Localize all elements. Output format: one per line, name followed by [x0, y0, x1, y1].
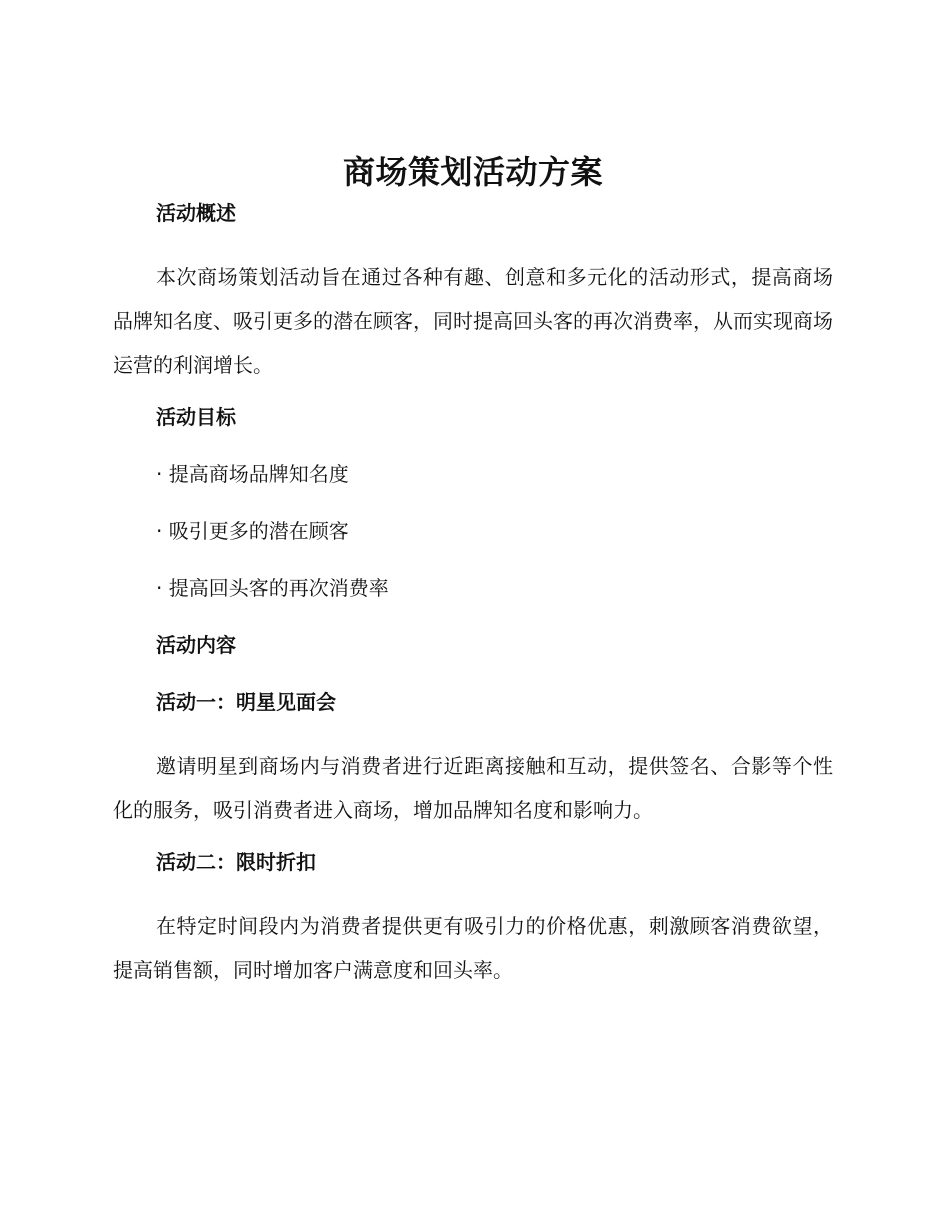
activity-one-paragraph: 邀请明星到商场内与消费者进行近距离接触和互动，提供签名、合影等个性化的服务，吸引消费者进入商场，增加品牌知名度和影响力。: [113, 754, 833, 822]
activity-two-heading: 活动二：限时折扣: [156, 850, 316, 874]
activity-one-heading: 活动一：明星见面会: [156, 690, 336, 714]
goal-item: · 提高商场品牌知名度: [156, 462, 349, 486]
goal-item: · 提高回头客的再次消费率: [156, 576, 389, 600]
section-heading-content: 活动内容: [156, 633, 236, 657]
goal-item: · 吸引更多的潜在顾客: [156, 519, 349, 543]
overview-paragraph: 本次商场策划活动旨在通过各种有趣、创意和多元化的活动形式，提高商场品牌知名度、吸引更多的潜在顾客，同时提高回头客的再次消费率，从而实现商场运营的利润增长。: [113, 265, 833, 377]
section-heading-goals: 活动目标: [156, 405, 236, 429]
section-heading-overview: 活动概述: [156, 201, 236, 225]
page-title: 商场策划活动方案: [342, 153, 603, 191]
document-body: [113, 150, 833, 1007]
activity-two-paragraph: 在特定时间段内为消费者提供更有吸引力的价格优惠，刺激顾客消费欲望，提高销售额，同时增加客户满意度和回头率。: [113, 914, 833, 982]
